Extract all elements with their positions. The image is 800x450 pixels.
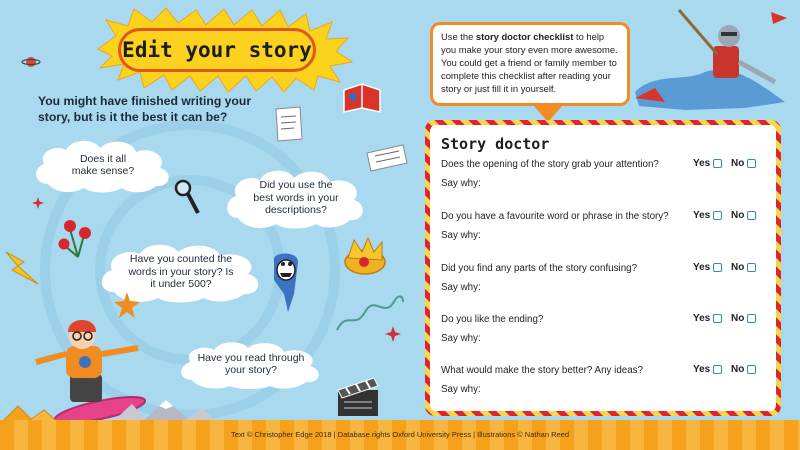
paper-sheet-icon <box>365 143 409 173</box>
checklist-row <box>441 365 775 405</box>
cloud-text: Does it all make sense? <box>71 152 135 177</box>
say-why-label: Say why: <box>441 230 481 241</box>
yes-option[interactable] <box>693 158 722 169</box>
no-option[interactable] <box>731 364 756 375</box>
checklist-row <box>441 159 775 199</box>
cloud-bubble <box>30 136 176 194</box>
question-text: Do you have a favourite word or phrase in the story? <box>441 211 669 222</box>
say-why-label: Say why: <box>441 384 481 395</box>
say-why-label: Say why: <box>441 178 481 189</box>
callout-suffix: to help you make your story even more awesome. You could get a friend or family member to complete this checklist after reading your story or just fill it in yourself. <box>441 31 618 94</box>
yes-label: Yes <box>693 210 711 221</box>
yes-checkbox[interactable] <box>713 159 722 168</box>
clapperboard-icon <box>334 374 382 418</box>
no-checkbox[interactable] <box>747 159 756 168</box>
intro-text: You might have finished writing your story, but is it the best it can be? <box>38 94 252 124</box>
paper-sheet-icon <box>272 105 304 143</box>
no-option[interactable] <box>731 210 756 221</box>
checklist-row <box>441 263 775 303</box>
callout-prefix: Use the <box>441 31 476 42</box>
cloud-bubble <box>176 338 326 390</box>
roses-icon <box>56 215 96 259</box>
yes-checkbox[interactable] <box>713 263 722 272</box>
question-text: Does the opening of the story grab your attention? <box>441 159 659 170</box>
yes-checkbox[interactable] <box>713 211 722 220</box>
cloud-text: Have you counted the words in your story? Is it under 500? <box>128 253 234 291</box>
cloud-bubble <box>222 166 370 230</box>
instructions-callout <box>430 22 630 106</box>
magnifying-glass-icon <box>173 178 201 216</box>
monster-character <box>268 250 304 314</box>
no-label: No <box>731 313 745 324</box>
checklist-row <box>441 314 775 354</box>
book-icon <box>340 82 384 116</box>
page-title: Edit your story <box>122 38 312 62</box>
no-option[interactable] <box>731 262 756 273</box>
checklist-row <box>441 211 775 251</box>
story-doctor-panel-inner <box>430 125 776 411</box>
say-why-label: Say why: <box>441 282 481 293</box>
say-why-label: Say why: <box>441 333 481 344</box>
no-option[interactable] <box>731 158 756 169</box>
no-label: No <box>731 364 745 375</box>
yes-checkbox[interactable] <box>713 365 722 374</box>
yes-option[interactable] <box>693 210 722 221</box>
star-icon <box>385 326 401 342</box>
no-option[interactable] <box>731 313 756 324</box>
yes-label: Yes <box>693 158 711 169</box>
yes-option[interactable] <box>693 313 722 324</box>
story-doctor-panel <box>425 120 781 416</box>
no-checkbox[interactable] <box>747 263 756 272</box>
yes-option[interactable] <box>693 262 722 273</box>
question-text: Did you find any parts of the story confusing? <box>441 263 638 274</box>
yes-option[interactable] <box>693 364 722 375</box>
no-checkbox[interactable] <box>747 314 756 323</box>
yes-checkbox[interactable] <box>713 314 722 323</box>
no-label: No <box>731 158 745 169</box>
yes-label: Yes <box>693 364 711 375</box>
credits-text: Text © Christopher Edge 2018 | Database rights Oxford University Press | Illustrations © Nathan Reed <box>230 430 570 439</box>
planet-icon <box>21 55 41 69</box>
title-banner <box>118 28 316 72</box>
cloud-text: Did you use the best words in your descriptions? <box>253 179 339 217</box>
knight-on-dragon-character <box>625 2 795 122</box>
no-label: No <box>731 210 745 221</box>
cloud-text: Have you read through your story? <box>197 351 305 376</box>
yes-label: Yes <box>693 262 711 273</box>
yes-label: Yes <box>693 313 711 324</box>
lightning-icon <box>2 248 42 288</box>
question-text: What would make the story better? Any ideas? <box>441 365 644 376</box>
no-checkbox[interactable] <box>747 211 756 220</box>
no-checkbox[interactable] <box>747 365 756 374</box>
callout-bold: story doctor checklist <box>475 31 574 42</box>
star-icon <box>32 197 44 209</box>
starburst-icon <box>114 292 140 318</box>
no-label: No <box>731 262 745 273</box>
crown-icon <box>342 232 388 276</box>
question-text: Do you like the ending? <box>441 314 544 325</box>
checklist-title: Story doctor <box>441 135 550 153</box>
